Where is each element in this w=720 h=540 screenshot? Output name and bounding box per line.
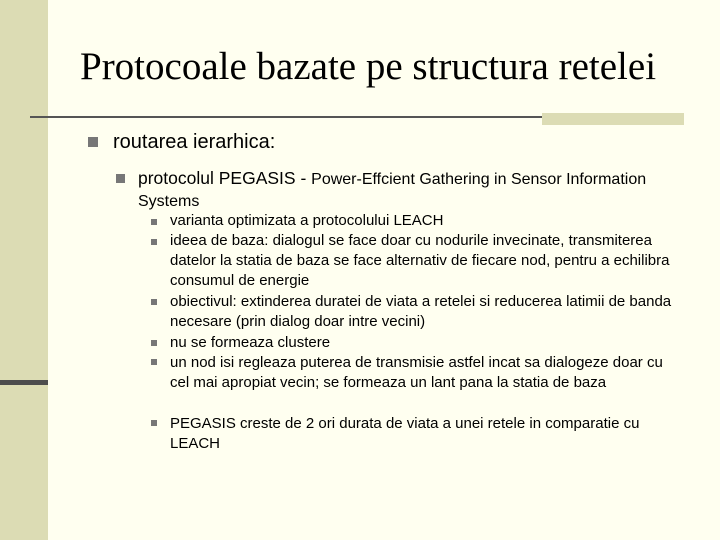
level2-main-text: protocolul PEGASIS - xyxy=(138,168,312,188)
list-item: varianta optimizata a protocolului LEACH xyxy=(170,212,444,229)
list-item: nu se formeaza clustere xyxy=(170,334,331,351)
list-item: obiectivul: extinderea duratei de viata a retelei si reducerea latimii de banda necesare (prin dialog doar intre vecini) xyxy=(170,293,672,330)
square-bullet-icon xyxy=(151,299,157,305)
square-bullet-icon xyxy=(116,174,125,183)
list-item: ideea de baza: dialogul se face doar cu nodurile invecinate, transmiterea datelor la statia de baza se face alternativ de fiecare nod, pentru a echilibra consumul de energie xyxy=(170,232,670,289)
square-bullet-icon xyxy=(151,239,157,245)
list-item: PEGASIS creste de 2 ori durata de viata a unei retele in comparatie cu LEACH xyxy=(170,415,640,452)
left-band-divider xyxy=(0,380,48,385)
divider-accent xyxy=(542,113,684,125)
left-decorative-band xyxy=(0,0,48,540)
slide-title: Protocoale bazate pe structura retelei xyxy=(80,45,657,88)
list-item: un nod isi regleaza puterea de transmisie astfel incat sa dialogeze doar cu cel mai apropiat vecin; se formeaza un lant pana la statia de baza xyxy=(170,354,663,391)
level2-item xyxy=(138,168,658,212)
square-bullet-icon xyxy=(88,137,98,147)
square-bullet-icon xyxy=(151,420,157,426)
square-bullet-icon xyxy=(151,219,157,225)
square-bullet-icon xyxy=(151,340,157,346)
level2-small-text: Power-Effcient Gathering in Sensor Information Systems xyxy=(138,171,647,210)
level1-heading: routarea ierarhica: xyxy=(113,131,276,153)
square-bullet-icon xyxy=(151,359,157,365)
